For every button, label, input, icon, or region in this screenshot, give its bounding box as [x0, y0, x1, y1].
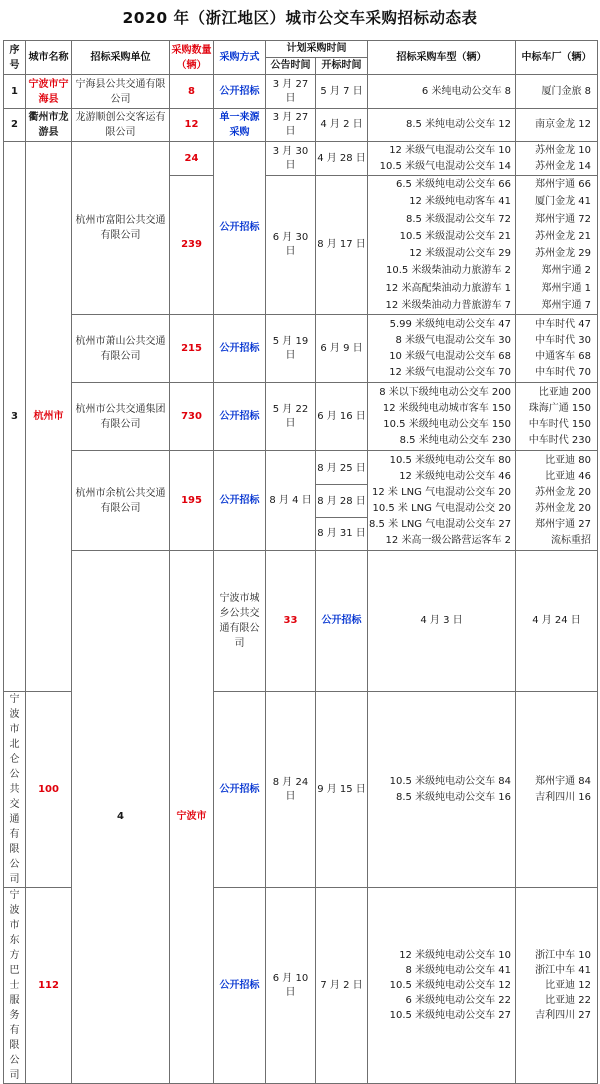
- model-item: 5.99 米级纯电动公交车 47: [389, 318, 511, 330]
- page-title: 2020 年（浙江地区）城市公交车采购招标动态表: [122, 9, 478, 27]
- row-model: 8.5 米纯电动公交车 12: [368, 109, 516, 142]
- row-announce: 6 月 10 日: [266, 888, 316, 1084]
- row-open: 7 月 2 日: [316, 888, 368, 1084]
- model-item: 8.5 米级混动公交车 72: [406, 213, 511, 225]
- header-open: 开标时间: [316, 58, 368, 75]
- row-open: 6 月 16 日: [316, 383, 368, 451]
- winner-item: 中车时代 150: [528, 418, 591, 430]
- table-row: [4, 142, 598, 176]
- row-city: 宁波市宁海县: [26, 75, 72, 109]
- row-models: [368, 315, 516, 383]
- row-winners: [516, 176, 598, 315]
- model-item: 10.5 米级纯电动公交车 27: [389, 1010, 511, 1022]
- model-item: 12 米级柴油动力普旅游车 7: [385, 300, 511, 312]
- table-row: [4, 451, 598, 551]
- row-announce: 5 月 22 日: [266, 383, 316, 451]
- row-unit: 杭州市萧山公共交通有限公司: [72, 315, 170, 383]
- row-announce: 3 月 27 日: [266, 75, 316, 109]
- header-plan: 计划采购时间: [266, 41, 368, 58]
- row-winner: 南京金龙 12: [516, 109, 598, 142]
- row-announce: 4 月 3 日: [368, 551, 516, 692]
- table-row: [4, 383, 598, 451]
- model-item: 8 米级纯电动公交车 41: [405, 965, 511, 977]
- winner-item: 中通客车 68: [535, 350, 591, 362]
- model-item: 6.5 米级纯电动公交车 66: [396, 179, 511, 190]
- winner-item: 中车时代 70: [535, 366, 591, 378]
- row-city: 衢州市龙游县: [26, 109, 72, 142]
- model-item: 12 米 LNG 气电混动公交车 20: [372, 486, 511, 498]
- header-winner: 中标车厂（辆）: [516, 41, 598, 75]
- row-city: 宁波市: [170, 551, 214, 1084]
- row-unit: 宁波市北仑公共交通有限公司: [4, 692, 26, 888]
- row-winner: 厦门金旅 8: [516, 75, 598, 109]
- row-unit: 宁波市城乡公共交通有限公司: [214, 551, 266, 692]
- row-announce: 6 月 30 日: [266, 176, 316, 315]
- model-item: 12 米高配柴油动力旅游车 1: [385, 282, 511, 294]
- row-method: 单一来源采购: [214, 109, 266, 142]
- model-item: 10.5 米 LNG 气电混动公交 20: [372, 502, 511, 514]
- model-item: 12 米级气电混动公交车 10: [389, 144, 511, 156]
- tender-table: [3, 40, 598, 1084]
- row-winners: [516, 451, 598, 551]
- winner-item: 比亚迪 80: [545, 454, 591, 466]
- table-row: [4, 109, 598, 142]
- row-city: 杭州市: [26, 142, 72, 692]
- open-date: 8 月 31 日: [317, 527, 366, 539]
- row-announce: 5 月 19 日: [266, 315, 316, 383]
- row-winners: [516, 142, 598, 176]
- winner-item: 郑州宇通 27: [535, 518, 591, 530]
- row-announce: 3 月 30 日: [266, 142, 316, 176]
- winner-item: 郑州宇通 72: [535, 213, 591, 225]
- open-date: 8 月 25 日: [316, 452, 367, 485]
- winner-item: 中车时代 47: [535, 318, 591, 330]
- row-winners: [516, 692, 598, 888]
- row-method: 公开招标: [316, 551, 368, 692]
- row-announce: 8 月 24 日: [266, 692, 316, 888]
- row-qty: 730: [170, 383, 214, 451]
- row-winners: [516, 383, 598, 451]
- header-city: 城市名称: [26, 41, 72, 75]
- model-item: 8.5 米纯电动公交车 230: [399, 434, 511, 446]
- winner-item: 郑州宇通 66: [535, 179, 591, 190]
- row-announce: 3 月 27 日: [266, 109, 316, 142]
- winner-item: 厦门金龙 41: [535, 196, 591, 208]
- winner-item: 苏州金龙 10: [535, 144, 591, 156]
- row-announce: 8 月 4 日: [266, 451, 316, 551]
- header-announce: 公告时间: [266, 58, 316, 75]
- table-row: [4, 75, 598, 109]
- row-method: 公开招标: [214, 383, 266, 451]
- row-unit: 杭州市余杭公共交通有限公司: [72, 451, 170, 551]
- row-qty: 112: [26, 888, 72, 1084]
- model-item: 8.5 米 LNG 气电混动公交车 27: [369, 518, 512, 530]
- winner-item: 流标重招: [551, 534, 591, 546]
- row-winners: [516, 315, 598, 383]
- model-item: 10.5 米级气电混动公交车 14: [379, 160, 511, 172]
- row-models: [368, 451, 516, 551]
- model-item: 8 米以下级纯电动公交车 200: [379, 386, 511, 398]
- row-method: 公开招标: [214, 692, 266, 888]
- winner-item: 郑州宇通 1: [541, 282, 591, 294]
- model-item: 12 米级纯电动城市客车 150: [382, 402, 511, 414]
- model-item: 10.5 米级纯电动公交车 12: [389, 980, 511, 992]
- row-qty: 12: [170, 109, 214, 142]
- winner-item: 比亚迪 22: [545, 995, 591, 1007]
- winner-item: 浙江中车 41: [535, 965, 591, 977]
- row-no: 4: [72, 551, 170, 1084]
- row-qty: 24: [170, 142, 214, 176]
- winner-item: 比亚迪 12: [545, 980, 591, 992]
- row-open: 4 月 28 日: [316, 142, 368, 176]
- row-qty: 215: [170, 315, 214, 383]
- row-models: [368, 176, 516, 315]
- open-date: 8 月 28 日: [316, 485, 367, 518]
- table-row: [4, 551, 598, 692]
- row-open: 4 月 24 日: [516, 551, 598, 692]
- winner-item: 比亚迪 200: [538, 386, 591, 398]
- model-item: 10.5 米级混动公交车 21: [399, 230, 511, 242]
- header-no: 序号: [4, 41, 26, 75]
- model-item: 12 米级纯电动客车 41: [409, 196, 511, 208]
- row-method: 公开招标: [214, 451, 266, 551]
- winner-item: 郑州宇通 7: [541, 300, 591, 312]
- row-models: [368, 692, 516, 888]
- model-item: 10.5 米级纯电动公交车 84: [389, 775, 511, 787]
- model-item: 8.5 米级纯电动公交车 16: [396, 791, 511, 803]
- row-unit: 宁波市东方巴士服务有限公司: [4, 888, 26, 1084]
- row-open: 8 月 17 日: [316, 176, 368, 315]
- row-winners: [516, 888, 598, 1084]
- winner-item: 吉利四川 27: [535, 1010, 591, 1022]
- model-item: 10.5 米级纯电动公交车 80: [389, 454, 511, 466]
- row-qty: 239: [170, 176, 214, 315]
- row-models: [368, 888, 516, 1084]
- row-method: 公开招标: [214, 888, 266, 1084]
- row-method: 公开招标: [214, 75, 266, 109]
- row-open: 9 月 15 日: [316, 692, 368, 888]
- row-unit: 宁海县公共交通有限公司: [72, 75, 170, 109]
- header-qty: 采购数量（辆）: [170, 41, 214, 75]
- row-unit: 杭州市富阳公共交通有限公司: [72, 142, 170, 315]
- row-unit: 杭州市公共交通集团有限公司: [72, 383, 170, 451]
- row-no: 1: [4, 75, 26, 109]
- row-model: 6 米纯电动公交车 8: [368, 75, 516, 109]
- header-method: 采购方式: [214, 41, 266, 75]
- model-item: 6 米级纯电动公交车 22: [405, 995, 511, 1007]
- model-item: 12 米级纯电动公交车 46: [399, 470, 511, 482]
- winner-item: 郑州宇通 84: [535, 775, 591, 787]
- winner-item: 苏州金龙 29: [535, 248, 591, 260]
- model-item: 10.5 米级柴油动力旅游车 2: [386, 265, 511, 277]
- model-item: 10.5 米级纯电动公交车 150: [383, 418, 511, 430]
- row-unit: 龙游顺创公交客运有限公司: [72, 109, 170, 142]
- model-item: 10 米级气电混动公交车 68: [389, 350, 511, 362]
- row-no: 2: [4, 109, 26, 142]
- winner-item: 珠海广通 150: [528, 402, 591, 414]
- winner-item: 郑州宇通 2: [541, 265, 591, 277]
- winner-item: 比亚迪 46: [545, 470, 591, 482]
- header-unit: 招标采购单位: [72, 41, 170, 75]
- row-method: 公开招标: [214, 315, 266, 383]
- winner-item: 苏州金龙 20: [535, 486, 591, 498]
- winner-item: 苏州金龙 20: [535, 502, 591, 514]
- row-qty: 195: [170, 451, 214, 551]
- model-item: 12 米级混动公交车 29: [409, 248, 511, 260]
- row-qty: 100: [26, 692, 72, 888]
- winner-item: 中车时代 230: [528, 434, 591, 446]
- row-qty: 8: [170, 75, 214, 109]
- winner-item: 吉利四川 16: [535, 791, 591, 803]
- winner-item: 苏州金龙 21: [535, 230, 591, 242]
- winner-item: 苏州金龙 14: [535, 160, 591, 172]
- row-open: 6 月 9 日: [316, 315, 368, 383]
- row-open: 4 月 2 日: [316, 109, 368, 142]
- row-models: [368, 142, 516, 176]
- model-item: 8 米级气电混动公交车 30: [395, 334, 511, 346]
- row-no: 3: [4, 142, 26, 692]
- model-item: 12 米级纯电动公交车 10: [399, 950, 511, 962]
- model-item: 12 米高一级公路营运客车 2: [385, 534, 511, 546]
- row-qty: 33: [266, 551, 316, 692]
- header-models: 招标采购车型（辆）: [368, 41, 516, 75]
- row-models: [368, 383, 516, 451]
- row-method: 公开招标: [214, 142, 266, 315]
- winner-item: 浙江中车 10: [535, 950, 591, 962]
- winner-item: 中车时代 30: [535, 334, 591, 346]
- row-open: 5 月 7 日: [316, 75, 368, 109]
- row-open-dates: [316, 451, 368, 551]
- table-row: [4, 315, 598, 383]
- model-item: 12 米级气电混动公交车 70: [389, 366, 511, 378]
